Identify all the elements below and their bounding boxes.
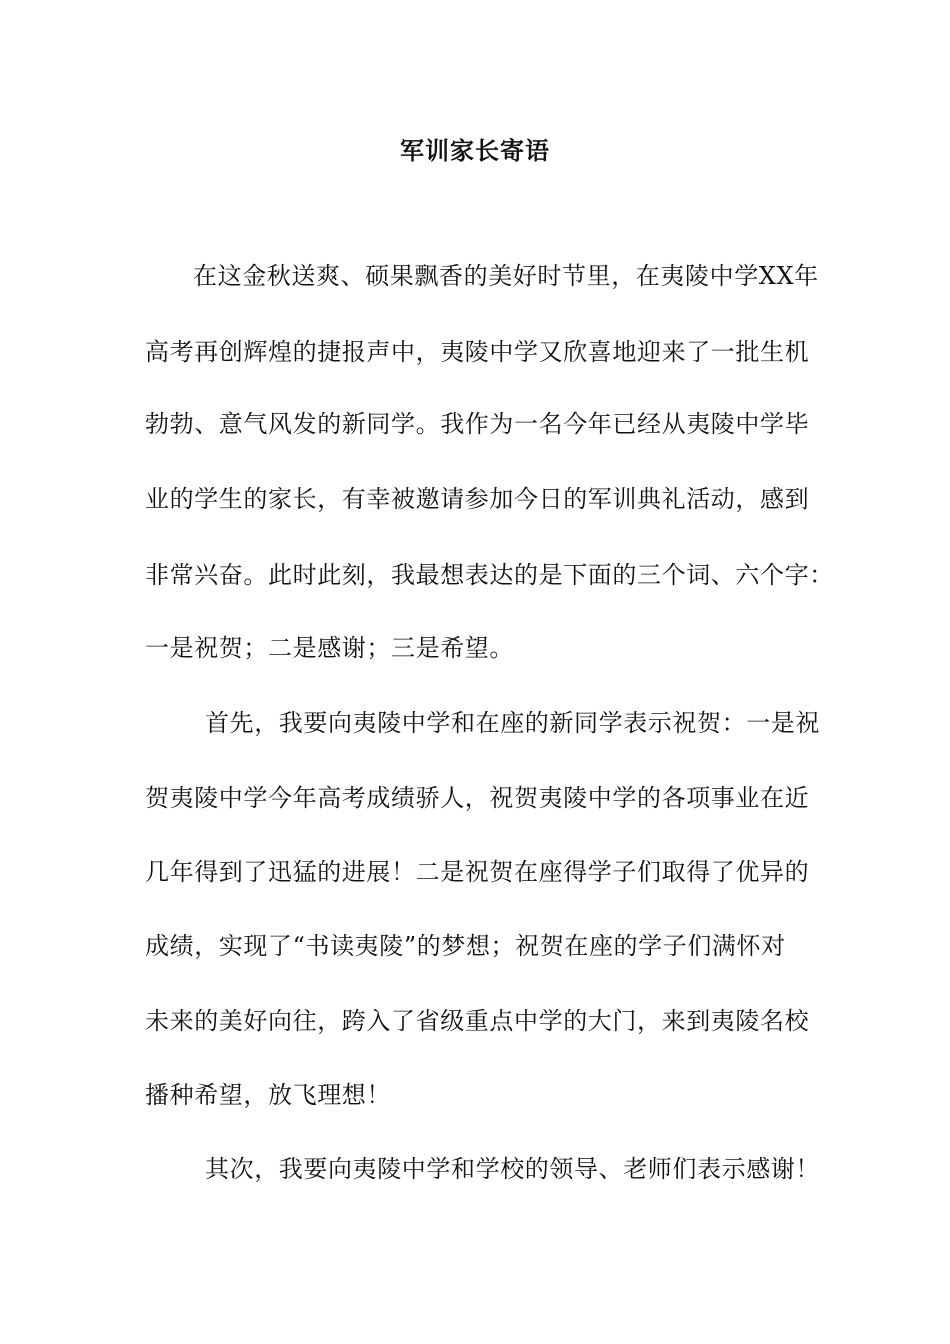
document-title: 军训家长寄语 xyxy=(400,136,550,165)
paragraph-2-line-5: 未来的美好向往，跨入了省级重点中学的大门，来到夷陵名校 xyxy=(145,1007,810,1035)
paragraph-1-line-6: 一是祝贺；二是感谢；三是希望。 xyxy=(145,634,514,662)
paragraph-3-line-1: 其次，我要向夷陵中学和学校的领导、老师们表示感谢！ xyxy=(205,1155,820,1183)
paragraph-1-line-2: 高考再创辉煌的捷报声中，夷陵中学又欣喜地迎来了一批生机 xyxy=(145,338,810,366)
paragraph-2-line-6: 播种希望，放飞理想！ xyxy=(145,1081,391,1109)
paragraph-2-line-1: 首先，我要向夷陵中学和在座的新同学表示祝贺：一是祝 xyxy=(205,709,820,737)
paragraph-1-line-4: 业的学生的家长，有幸被邀请参加今日的军训典礼活动，感到 xyxy=(145,485,810,513)
paragraph-2-line-3: 几年得到了迅猛的进展！二是祝贺在座得学子们取得了优异的 xyxy=(145,858,810,886)
paragraph-2-line-2: 贺夷陵中学今年高考成绩骄人，祝贺夷陵中学的各项事业在近 xyxy=(145,784,810,812)
paragraph-2-line-4: 成绩，实现了“书读夷陵”的梦想；祝贺在座的学子们满怀对 xyxy=(145,932,786,960)
paragraph-1-line-5: 非常兴奋。此时此刻，我最想表达的是下面的三个词、六个字： xyxy=(145,561,834,589)
paragraph-1-line-1: 在这金秋送爽、硕果飘香的美好时节里，在夷陵中学XX年 xyxy=(193,262,819,290)
paragraph-1-line-3: 勃勃、意气风发的新同学。我作为一名今年已经从夷陵中学毕 xyxy=(145,410,810,438)
